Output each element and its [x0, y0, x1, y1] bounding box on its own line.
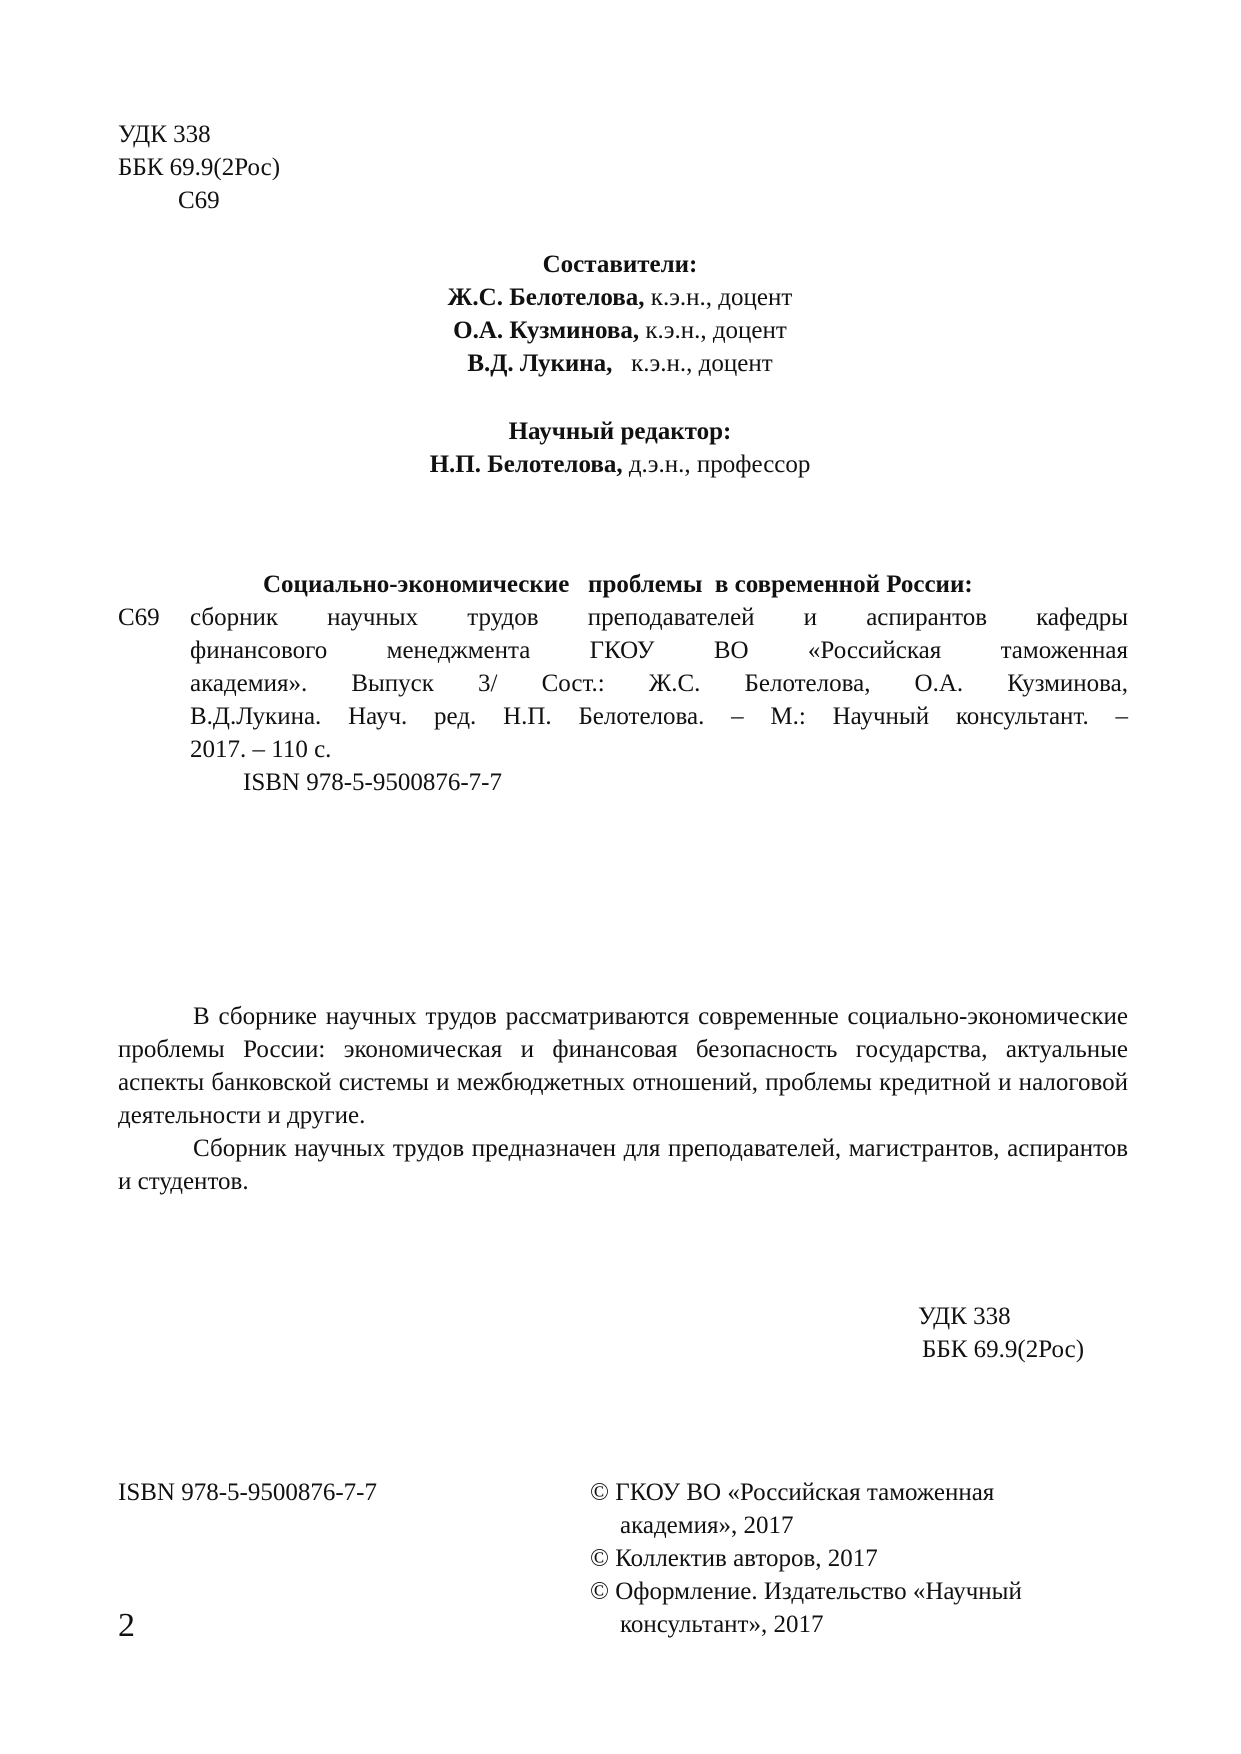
book-title: Социально-экономические проблемы в современной России: — [263, 571, 973, 598]
abstract-paragraph-1: В сборнике научных трудов рассматриваются современные социально-экономические проблемы России: экономическая и финансовая безопасность государства, актуальные аспекты банковской системы и межбюджетных отношений, проблемы кредитной и налоговой деятельности и другие. — [118, 1003, 1128, 1129]
abstract-paragraph-2: Сборник научных трудов предназначен для преподавателей, магистрантов, аспирантов и студентов. — [118, 1135, 1128, 1195]
bibliographic-record — [118, 568, 1128, 799]
udk-code: УДК 338 — [918, 1303, 1011, 1330]
copyright-authors: © Коллектив авторов, 2017 — [590, 1545, 878, 1572]
biblio-row — [118, 601, 1128, 766]
biblio-line-3: академия». Выпуск 3/ Сост.: Ж.С. Белотелова, О.А. Кузминова, — [190, 670, 1128, 697]
compiler-1 — [300, 281, 940, 314]
compilers-heading: Составители: — [542, 251, 698, 278]
copyright-design-cont: консультант», 2017 — [620, 1611, 824, 1638]
biblio-line-5: 2017. – 110 с. — [190, 736, 332, 763]
bbk-code: ББК 69.9(2Рос) — [922, 1336, 1085, 1363]
isbn: ISBN 978-5-9500876-7-7 — [118, 1479, 378, 1506]
compiler-name: В.Д. Лукина, — [467, 350, 613, 377]
biblio-description — [190, 601, 1128, 766]
editor-heading: Научный редактор: — [508, 418, 732, 445]
compiler-degree: к.э.н., доцент — [644, 284, 793, 311]
copyright-design: © Оформление. Издательство «Научный — [590, 1578, 1022, 1605]
abstract — [118, 1000, 1128, 1198]
biblio-line-4: В.Д.Лукина. Науч. ред. Н.П. Белотелова. – М.: Научный консультант. – — [190, 703, 1128, 730]
copyright-academy: © ГКОУ ВО «Российская таможенная — [590, 1479, 995, 1506]
classification-codes-bottom — [918, 1300, 1084, 1366]
compiler-name: О.А. Кузминова, — [453, 317, 640, 344]
page-number: 2 — [118, 1607, 135, 1644]
compiler-degree: к.э.н., доцент — [639, 317, 787, 344]
copyright-academy-cont: академия», 2017 — [620, 1512, 794, 1539]
biblio-line-1: сборник научных трудов преподавателей и аспирантов кафедры — [190, 604, 1128, 631]
compilers-section — [300, 248, 940, 380]
biblio-isbn: ISBN 978-5-9500876-7-7 — [243, 769, 503, 796]
copyright-notices — [590, 1476, 1150, 1641]
editor-degree: д.э.н., профессор — [622, 451, 811, 478]
compiler-3 — [300, 347, 940, 380]
biblio-author-mark: С69 — [118, 604, 160, 631]
editor-entry — [300, 448, 940, 481]
udk-code: УДК 338 — [118, 121, 211, 148]
compiler-2 — [300, 314, 940, 347]
compiler-degree: к.э.н., доцент — [612, 350, 773, 377]
editor-name: Н.П. Белотелова, — [429, 451, 623, 478]
author-mark: С69 — [178, 187, 220, 214]
compiler-name: Ж.С. Белотелова, — [447, 284, 645, 311]
biblio-line-2: финансового менеджмента ГКОУ ВО «Российская таможенная — [190, 637, 1128, 664]
editor-section — [300, 415, 940, 481]
bbk-code: ББК 69.9(2Рос) — [118, 154, 281, 181]
classification-codes-top — [118, 118, 280, 217]
